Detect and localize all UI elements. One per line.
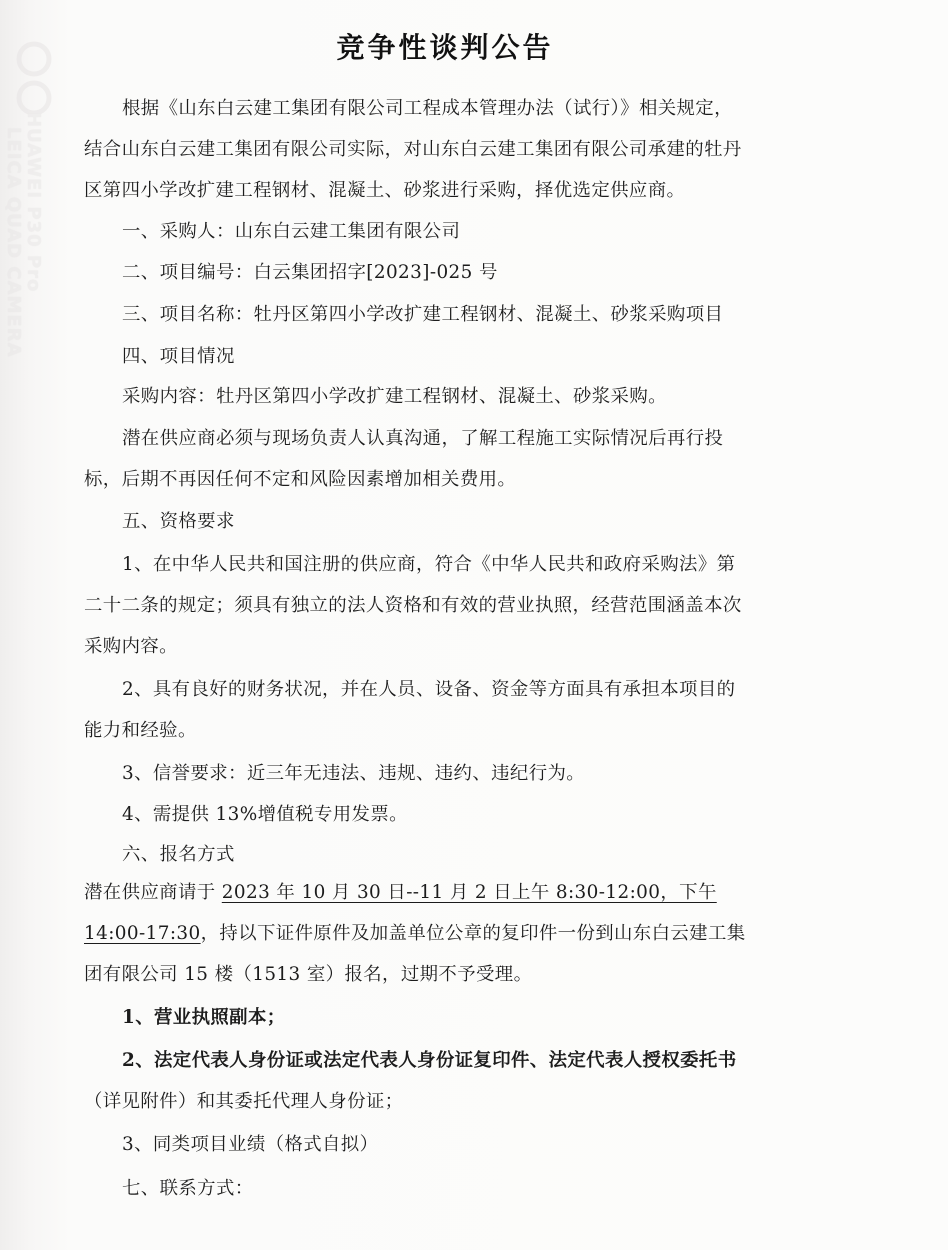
supplier-note-line: 潜在供应商必须与现场负责人认真沟通，了解工程施工实际情况后再行投 [122, 428, 724, 449]
qualification-item-4: 4、需提供 13%增值税专用发票。 [122, 804, 408, 825]
watermark-camera: LEICA QUAD CAMERA [3, 127, 24, 358]
intro-line: 区第四小学改扩建工程钢材、混凝土、砂浆进行采购，择优选定供应商。 [84, 180, 686, 201]
document-title: 竞争性谈判公告 [336, 31, 554, 64]
section-signup: 六、报名方式 [122, 844, 235, 865]
qualification-item-2: 能力和经验。 [84, 720, 197, 741]
signup-line: 团有限公司 15 楼（1513 室）报名，过期不予受理。 [84, 964, 533, 985]
watermark-model: HUAWEI P30 Pro [23, 112, 44, 293]
intro-line: 结合山东白云建工集团有限公司实际，对山东白云建工集团有限公司承建的牡丹 [84, 139, 742, 160]
section-project-number: 二、项目编号：白云集团招字[2023]-025 号 [122, 262, 498, 283]
document-item-2: 2、法定代表人身份证或法定代表人身份证复印件、法定代表人授权委托书 [122, 1050, 737, 1071]
camera-watermark [3, 40, 60, 400]
section-qualification: 五、资格要求 [122, 511, 235, 532]
procurement-content: 采购内容：牡丹区第四小学改扩建工程钢材、混凝土、砂浆采购。 [122, 386, 667, 407]
qualification-item-3: 3、信誉要求：近三年无违法、违规、违约、违纪行为。 [122, 763, 586, 784]
signup-time-underlined: 2023 年 10 月 30 日--11 月 2 日上午 8:30-12:00，下午 [221, 882, 717, 903]
qualification-item-1: 二十二条的规定；须具有独立的法人资格和有效的营业执照，经营范围涵盖本次 [84, 595, 742, 616]
signup-text: 潜在供应商请于 [84, 882, 222, 903]
signup-line [84, 881, 717, 905]
intro-line: 根据《山东白云建工集团有限公司工程成本管理办法（试行）》相关规定， [122, 98, 733, 119]
qualification-item-1: 1、在中华人民共和国注册的供应商，符合《中华人民共和政府采购法》第 [122, 554, 736, 575]
section-project-situation: 四、项目情况 [122, 346, 235, 367]
section-contact: 七、联系方式： [122, 1178, 254, 1199]
signup-text: ，持以下证件原件及加盖单位公章的复印件一份到山东白云建工集 [200, 923, 746, 944]
section-project-name: 三、项目名称：牡丹区第四小学改扩建工程钢材、混凝土、砂浆采购项目 [122, 304, 724, 325]
signup-time-underlined: 14:00-17:30 [84, 923, 201, 944]
document-item-1: 1、营业执照副本； [122, 1007, 286, 1028]
qualification-item-2: 2、具有良好的财务状况，并在人员、设备、资金等方面具有承担本项目的 [122, 679, 736, 700]
supplier-note-line: 标，后期不再因任何不定和风险因素增加相关费用。 [84, 469, 517, 490]
section-purchaser: 一、采购人：山东白云建工集团有限公司 [122, 221, 461, 242]
document-item-2: （详见附件）和其委托代理人身份证； [84, 1091, 404, 1112]
signup-line [84, 922, 746, 946]
qualification-item-1: 采购内容。 [84, 636, 178, 657]
document-item-3: 3、同类项目业绩（格式自拟） [122, 1134, 379, 1155]
